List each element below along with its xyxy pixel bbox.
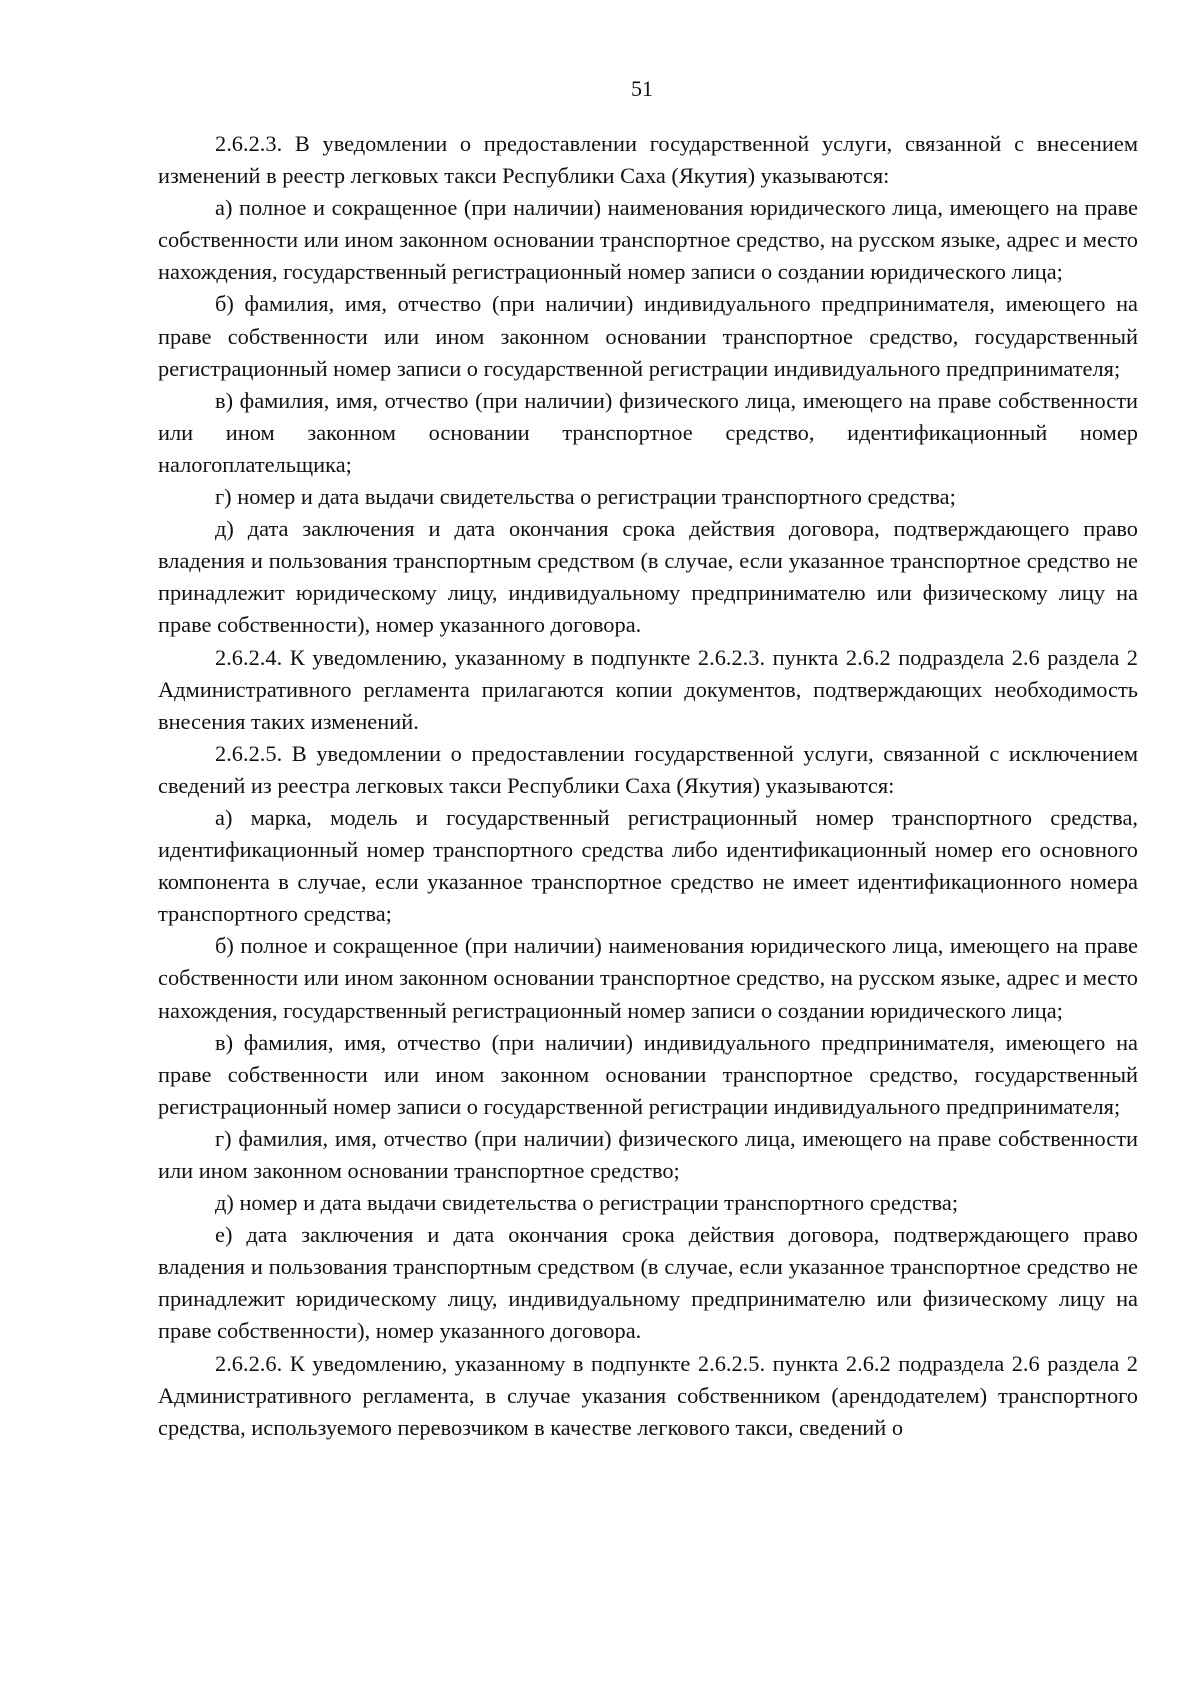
paragraph-item-v-2: в) фамилия, имя, отчество (при наличии) индивидуального предпринимателя, имеющего на праве собственности или ином законном основании транспортное средство, государственный регистрационный номер записи о государственной регистрации индивидуального предпринимателя; — [158, 1029, 1138, 1119]
paragraph-item-b-2: б) полное и сокращенное (при наличии) наименования юридического лица, имеющего на праве собственности или ином законном основании транспортное средство, на русском языке, адрес и место нахождения, государственный регистрационный номер записи о создании юридического лица; — [158, 933, 1138, 1023]
paragraph-item-g-2: г) фамилия, имя, отчество (при наличии) физического лица, имеющего на праве собственности или ином законном основании транспортное средство; — [158, 1125, 1138, 1183]
paragraph-item-a: а) полное и сокращенное (при наличии) наименования юридического лица, имеющего на праве собственности или ином законном основании транспортное средство, на русском языке, адрес и место нахождения, государственный регистрационный номер записи о создании юридического лица; — [158, 195, 1138, 285]
paragraph-item-d-2: д) номер и дата выдачи свидетельства о регистрации транспортного средства; — [215, 1190, 959, 1216]
paragraph-2-6-2-3: 2.6.2.3. В уведомлении о предоставлении государственной услуги, связанной с внесением изменений в реестр легковых такси Республики Саха (Якутия) указываются: — [158, 131, 1138, 189]
paragraph-item-e-2: е) дата заключения и дата окончания срока действия договора, подтверждающего право владения и пользования транспортным средством (в случае, если указанное транспортное средство не принадлежит юридическому лицу, индивидуальному предпринимателю или физическому лицу на праве собственности), номер указанного договора. — [158, 1222, 1138, 1344]
paragraph-2-6-2-6: 2.6.2.6. К уведомлению, указанному в подпункте 2.6.2.5. пункта 2.6.2 подраздела 2.6 раздела 2 Административного регламента, в случае указания собственником (арендодателем) транспортного средства, используемого перевозчиком в качестве легкового такси, сведений о — [158, 1350, 1138, 1440]
paragraph-2-6-2-5: 2.6.2.5. В уведомлении о предоставлении государственной услуги, связанной с исключением сведений из реестра легковых такси Республики Саха (Якутия) указываются: — [158, 740, 1138, 798]
document-body — [158, 128, 1138, 1444]
paragraph-item-d: д) дата заключения и дата окончания срока действия договора, подтверждающего право владения и пользования транспортным средством (в случае, если указанное транспортное средство не принадлежит юридическому лицу, индивидуальному предпринимателю или физическому лицу на праве собственности), номер указанного договора. — [158, 516, 1138, 638]
paragraph-item-g: г) номер и дата выдачи свидетельства о регистрации транспортного средства; — [215, 484, 956, 510]
paragraph-2-6-2-4: 2.6.2.4. К уведомлению, указанному в подпункте 2.6.2.3. пункта 2.6.2 подраздела 2.6 раздела 2 Административного регламента прилагаются копии документов, подтверждающих необходимость внесения таких изменений. — [158, 644, 1138, 734]
paragraph-item-b: б) фамилия, имя, отчество (при наличии) индивидуального предпринимателя, имеющего на праве собственности или ином законном основании транспортное средство, государственный регистрационный номер записи о государственной регистрации индивидуального предпринимателя; — [158, 291, 1138, 381]
paragraph-item-v: в) фамилия, имя, отчество (при наличии) физического лица, имеющего на праве собственности или ином законном основании транспортное средство, идентификационный номер налогоплательщика; — [158, 387, 1138, 477]
paragraph-item-a-2: а) марка, модель и государственный регистрационный номер транспортного средства, идентификационный номер транспортного средства либо идентификационный номер его основного компонента в случае, если указанное транспортное средство не имеет идентификационного номера транспортного средства; — [158, 804, 1138, 927]
page-number: 51 — [631, 76, 653, 101]
